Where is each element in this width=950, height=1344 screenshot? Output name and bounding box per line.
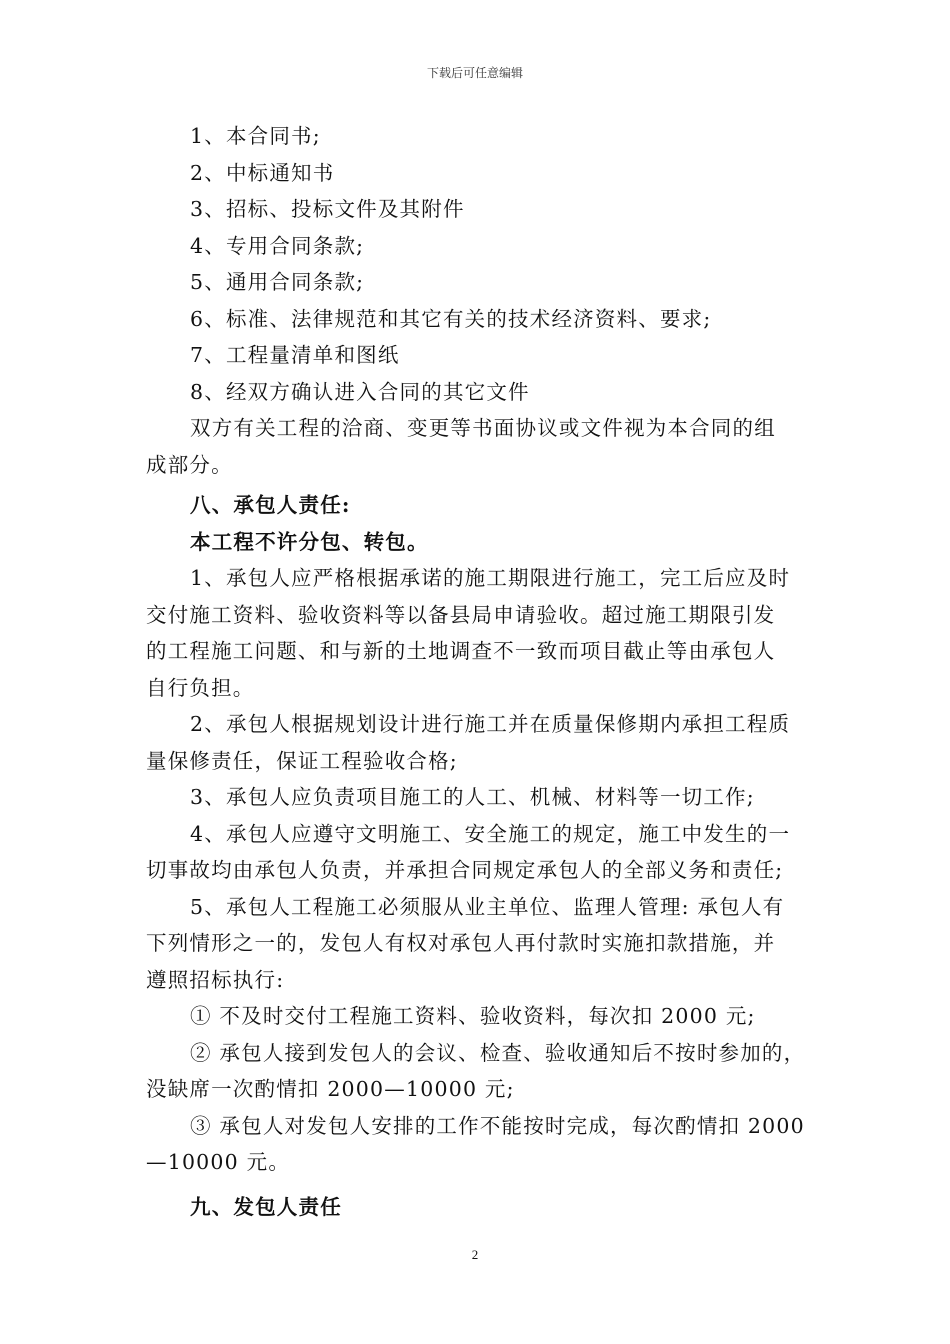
contract-document-item: 7、工程量清单和图纸 (190, 343, 400, 367)
penalty-line: 没缺席一次酌情扣 2000—10000 元; (146, 1077, 515, 1101)
clause-line: 切事故均由承包人负责，并承担合同规定承包人的全部义务和责任; (146, 858, 784, 882)
contract-document-item: 2、中标通知书 (190, 160, 335, 185)
section-subheading: 本工程不许分包、转包。 (190, 529, 429, 554)
clause-line: 交付施工资料、验收资料等以备县局申请验收。超过施工期限引发 (146, 602, 776, 627)
section-heading: 八、承包人责任: (190, 493, 351, 517)
contract-note-line: 双方有关工程的洽商、变更等书面协议或文件视为本合同的组 (190, 416, 776, 440)
clause-line: 下列情形之一的，发包人有权对承包人再付款时实施扣款措施，并 (146, 931, 776, 955)
contract-document-item: 1、本合同书; (190, 124, 321, 148)
clause-line: 3、承包人应负责项目施工的人工、机械、材料等一切工作; (190, 785, 755, 809)
clause-line: 2、承包人根据规划设计进行施工并在质量保修期内承担工程质 (190, 712, 791, 736)
contract-document-item: 8、经双方确认进入合同的其它文件 (190, 379, 530, 404)
clause-line: 1、承包人应严格根据承诺的施工期限进行施工，完工后应及时 (190, 566, 791, 590)
clause-line: 5、承包人工程施工必须服从业主单位、监理人管理: 承包人有 (190, 894, 785, 919)
clause-line: 遵照招标执行: (146, 967, 285, 992)
contract-document-item: 6、标准、法律规范和其它有关的技术经济资料、要求; (190, 306, 712, 331)
penalty-line: —10000 元。 (146, 1150, 291, 1174)
penalty-line: ② 承包人接到发包人的会议、检查、验收通知后不按时参加的， (190, 1040, 806, 1065)
contract-document-item: 3、招标、投标文件及其附件 (190, 197, 465, 221)
clause-line: 的工程施工问题、和与新的土地调查不一致而项目截止等由承包人 (146, 639, 776, 663)
penalty-line: ① 不及时交付工程施工资料、验收资料，每次扣 2000 元; (190, 1004, 756, 1028)
clause-line: 量保修责任，保证工程验收合格; (146, 748, 458, 773)
contract-note-line: 成部分。 (146, 452, 233, 477)
contract-document-item: 4、专用合同条款; (190, 233, 365, 258)
penalty-line: ③ 承包人对发包人安排的工作不能按时完成，每次酌情扣 2000 (190, 1113, 805, 1138)
page-header: 下载后可任意编辑 (426, 66, 523, 80)
section-heading: 九、发包人责任 (190, 1194, 342, 1219)
page-number: 2 (471, 1247, 479, 1262)
clause-line: 自行负担。 (146, 675, 255, 700)
clause-line: 4、承包人应遵守文明施工、安全施工的规定，施工中发生的一 (190, 821, 791, 846)
contract-document-item: 5、通用合同条款; (190, 270, 365, 294)
document-body (146, 118, 810, 1225)
